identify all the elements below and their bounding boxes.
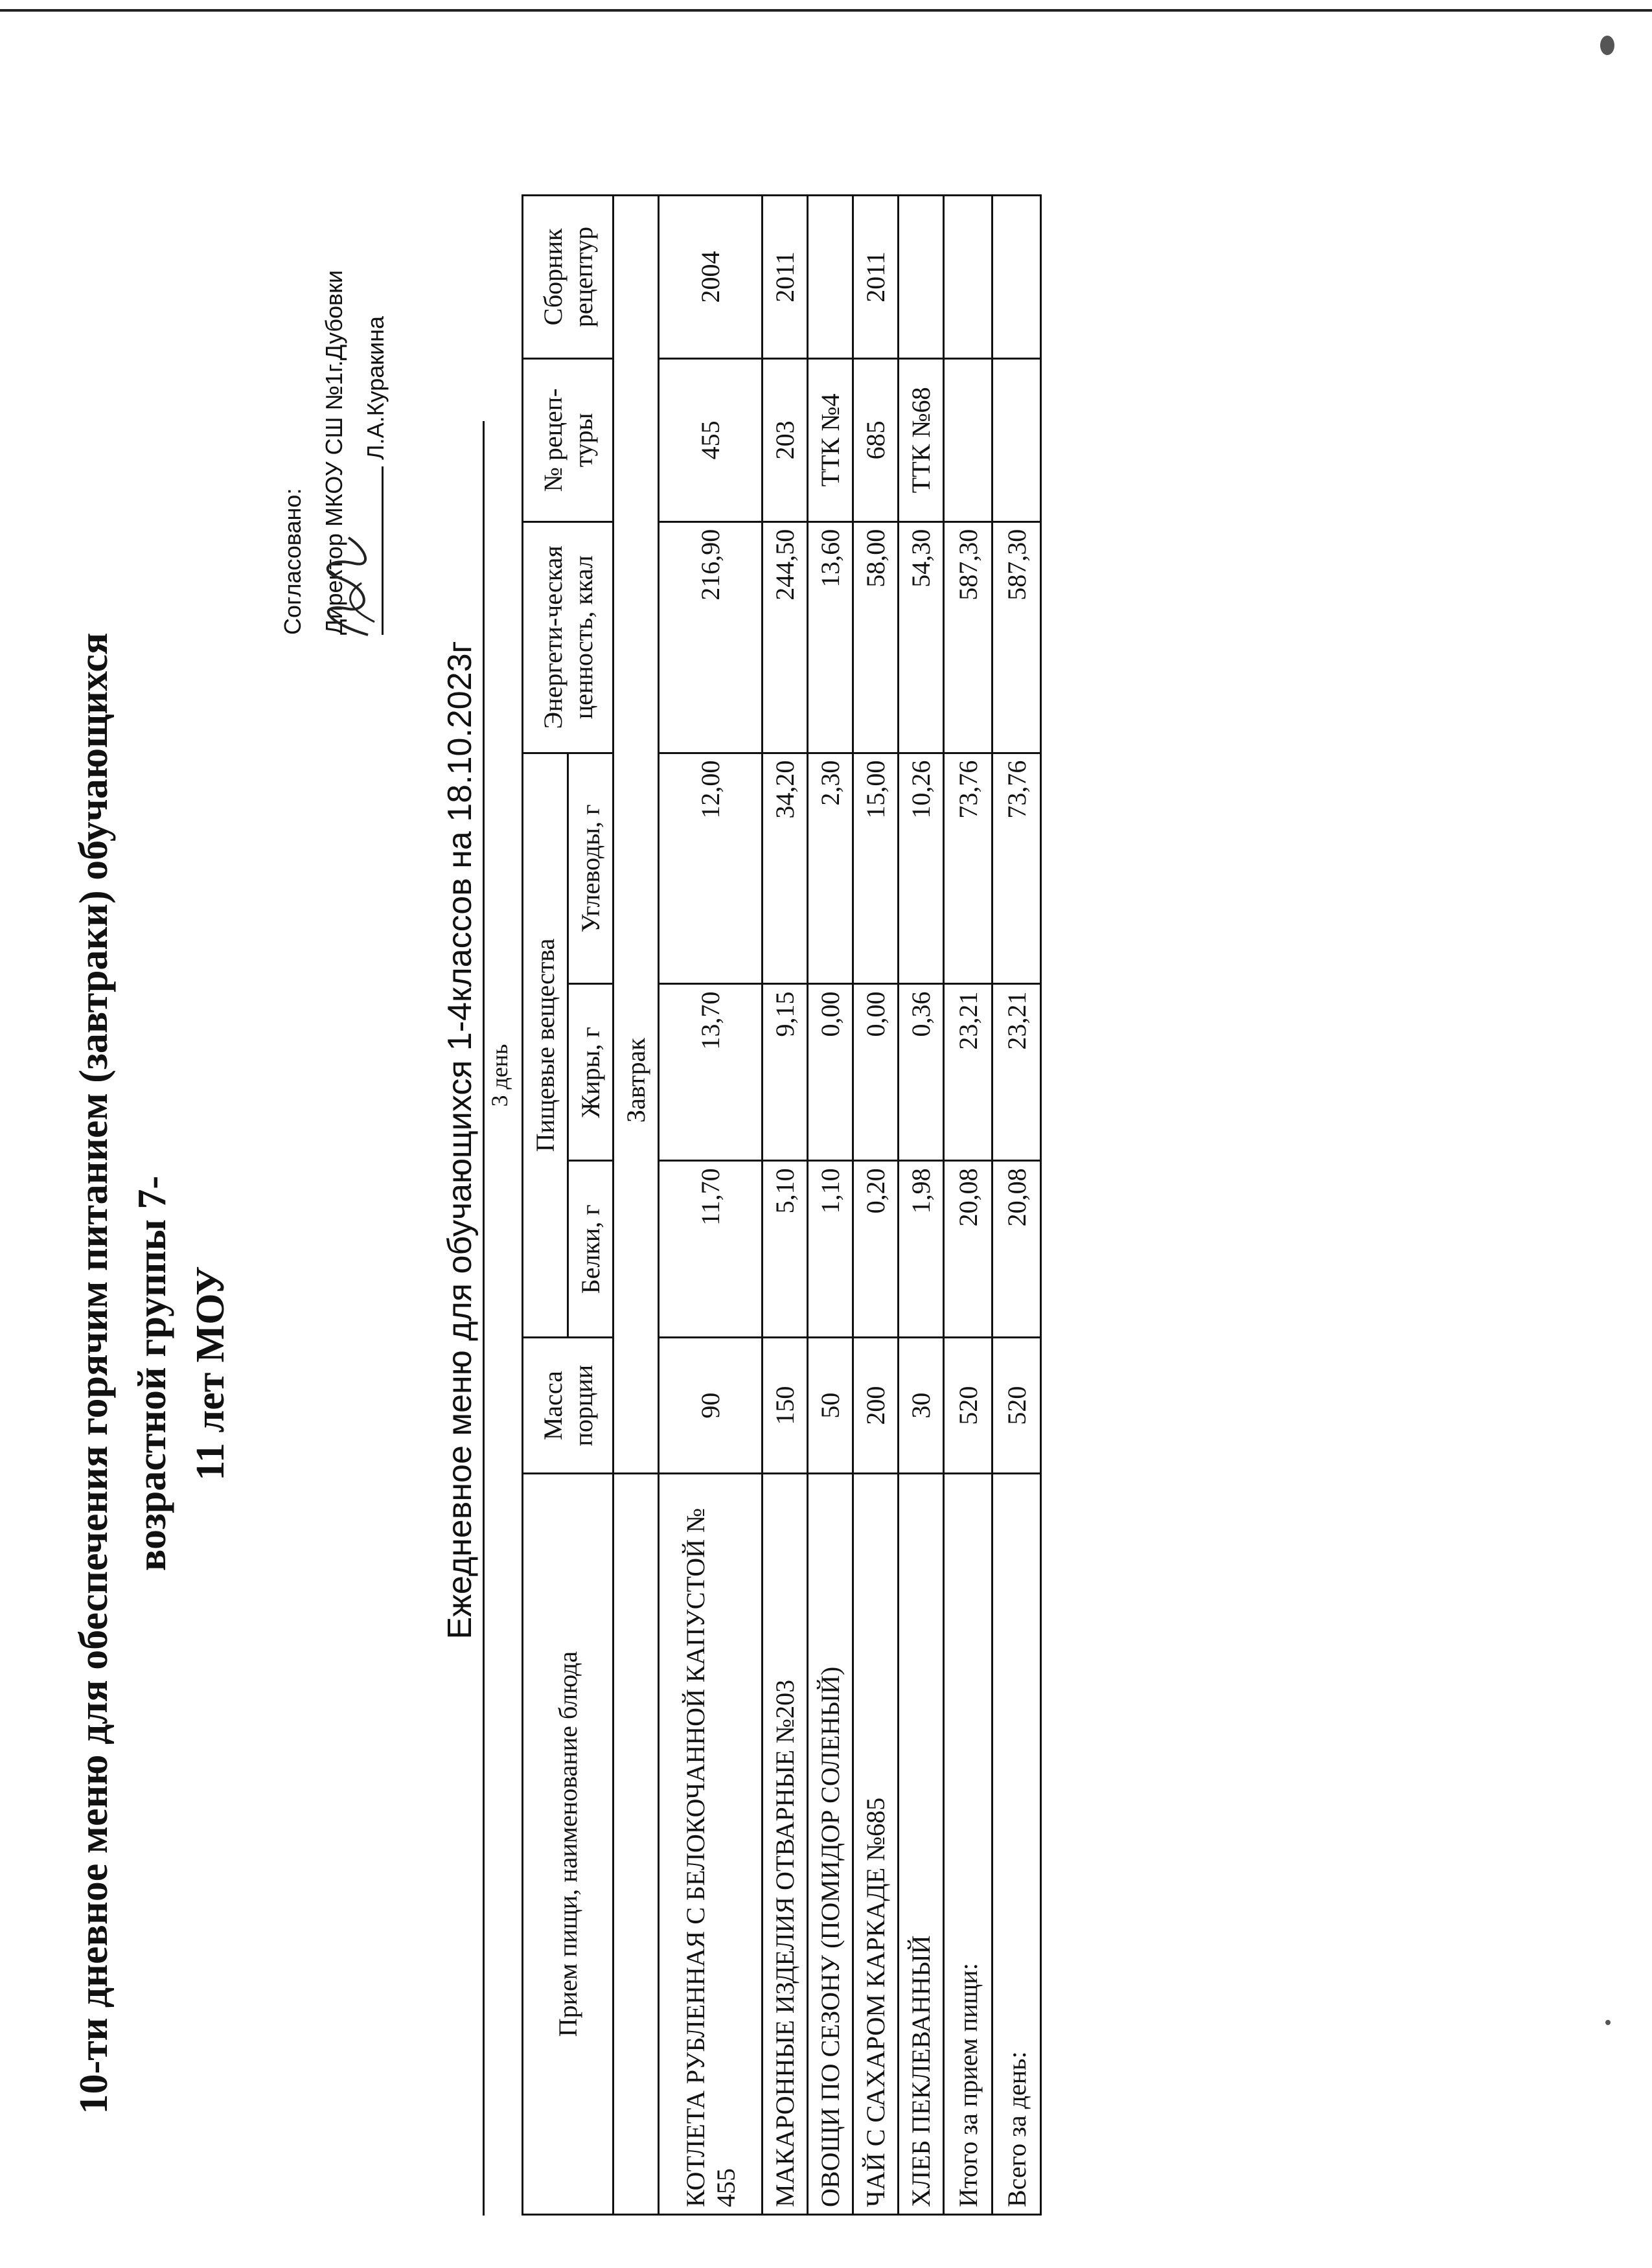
handwritten-signature xyxy=(310,531,387,648)
rotated-page xyxy=(26,39,1607,2241)
subtotal-collection-empty xyxy=(944,196,992,359)
dish-fat: 0,00 xyxy=(853,984,899,1161)
header-portion: Масса порции xyxy=(523,1338,614,1474)
subtotal-recipe-empty xyxy=(944,358,992,521)
document-title-line-2: 11 лет МОУ xyxy=(189,1266,233,1481)
header-row-1 xyxy=(523,196,568,2215)
dish-energy: 58,00 xyxy=(853,521,899,753)
approval-signer: Л.А.Куракина xyxy=(362,315,389,460)
section-empty-cell xyxy=(614,1474,659,2215)
signature-row xyxy=(355,246,396,635)
day-label: 3 день xyxy=(487,1044,512,1107)
dish-portion: 200 xyxy=(853,1338,899,1474)
menu-heading: Ежедневное меню для обучающихся 1-4классов на 18.10.2023г xyxy=(441,641,479,1640)
section-label: Завтрак xyxy=(614,196,659,1474)
dish-energy: 216,90 xyxy=(659,521,763,753)
scan-top-rule xyxy=(0,9,1652,12)
table-row xyxy=(853,196,899,2215)
dish-protein: 1,98 xyxy=(899,1161,944,1338)
dish-collection: 2011 xyxy=(763,196,808,359)
dish-name: ХЛЕБ ПЕКЛЕВАННЫЙ xyxy=(899,1474,944,2215)
dish-carbs: 10,26 xyxy=(899,753,944,984)
dish-recipe: ТТК №68 xyxy=(899,358,944,521)
dish-energy: 13,60 xyxy=(808,521,853,753)
dish-protein: 0,20 xyxy=(853,1161,899,1338)
dish-collection: 2011 xyxy=(853,196,899,359)
subtotal-fat: 23,21 xyxy=(944,984,992,1161)
header-collection: Сборник рецептур xyxy=(523,196,614,359)
total-label: Всего за день: xyxy=(992,1474,1041,2215)
document-title xyxy=(65,544,240,2203)
dish-collection xyxy=(808,196,853,359)
total-protein: 20,08 xyxy=(992,1161,1041,1338)
dish-carbs: 34,20 xyxy=(763,753,808,984)
dish-collection: 2004 xyxy=(659,196,763,359)
dish-name: ОВОЩИ ПО СЕЗОНУ (ПОМИДОР СОЛЕНЫЙ) xyxy=(808,1474,853,2215)
menu-table xyxy=(522,194,1042,2216)
dish-carbs: 15,00 xyxy=(853,753,899,984)
dish-protein: 11,70 xyxy=(659,1161,763,1338)
table-row xyxy=(899,196,944,2215)
document-title-line-1: 10-ти дневное меню для обеспечения горячим питанием (завтраки) обучающихся возрастной группы 7- xyxy=(72,632,174,2114)
dish-energy: 244,50 xyxy=(763,521,808,753)
dish-collection xyxy=(899,196,944,359)
dish-fat: 13,70 xyxy=(659,984,763,1161)
dish-recipe: 455 xyxy=(659,358,763,521)
header-protein: Белки, г xyxy=(568,1161,614,1338)
dish-name: КОТЛЕТА РУБЛЕННАЯ С БЕЛОКОЧАННОЙ КАПУСТОЙ № 455 xyxy=(659,1474,763,2215)
dish-protein: 1,10 xyxy=(808,1161,853,1338)
section-row xyxy=(614,196,659,2215)
dish-portion: 50 xyxy=(808,1338,853,1474)
dish-carbs: 2,30 xyxy=(808,753,853,984)
dish-energy: 54,30 xyxy=(899,521,944,753)
dish-recipe: 685 xyxy=(853,358,899,521)
header-carbs: Углеводы, г xyxy=(568,753,614,984)
dish-protein: 5,10 xyxy=(763,1161,808,1338)
dish-fat: 0,00 xyxy=(808,984,853,1161)
total-fat: 23,21 xyxy=(992,984,1041,1161)
dish-fat: 9,15 xyxy=(763,984,808,1161)
dish-portion: 30 xyxy=(899,1338,944,1474)
approval-block xyxy=(272,246,396,635)
table-row xyxy=(659,196,763,2215)
subtotal-protein: 20,08 xyxy=(944,1161,992,1338)
dish-name: МАКАРОННЫЕ ИЗДЕЛИЯ ОТВАРНЫЕ №203 xyxy=(763,1474,808,2215)
subtotal-label: Итого за прием пищи: xyxy=(944,1474,992,2215)
approval-label: Согласовано: xyxy=(279,488,306,635)
dish-portion: 90 xyxy=(659,1338,763,1474)
table-row xyxy=(808,196,853,2215)
total-carbs: 73,76 xyxy=(992,753,1041,984)
total-row xyxy=(992,196,1041,2215)
header-nutrients: Пищевые вещества xyxy=(523,753,568,1338)
dish-name: ЧАЙ С САХАРОМ КАРКАДЕ №685 xyxy=(853,1474,899,2215)
subtotal-energy: 587,30 xyxy=(944,521,992,753)
dish-fat: 0,36 xyxy=(899,984,944,1161)
total-energy: 587,30 xyxy=(992,521,1041,753)
header-fat: Жиры, г xyxy=(568,984,614,1161)
total-portion: 520 xyxy=(992,1338,1041,1474)
dish-recipe: 203 xyxy=(763,358,808,521)
table-row xyxy=(763,196,808,2215)
approval-position: Директор МКОУ СШ №1г.Дубовки xyxy=(321,269,347,635)
header-recipe-no: № рецеп-туры xyxy=(523,358,614,521)
header-meal-name: Прием пищи, наименование блюда xyxy=(523,1474,614,2215)
dish-recipe: ТТК №4 xyxy=(808,358,853,521)
total-collection-empty xyxy=(992,196,1041,359)
subtotal-portion: 520 xyxy=(944,1338,992,1474)
subtotal-row xyxy=(944,196,992,2215)
total-recipe-empty xyxy=(992,358,1041,521)
header-energy: Энергети-ческая ценность, ккал xyxy=(523,521,614,753)
dish-portion: 150 xyxy=(763,1338,808,1474)
frame-line xyxy=(483,421,485,2216)
dish-carbs: 12,00 xyxy=(659,753,763,984)
subtotal-carbs: 73,76 xyxy=(944,753,992,984)
